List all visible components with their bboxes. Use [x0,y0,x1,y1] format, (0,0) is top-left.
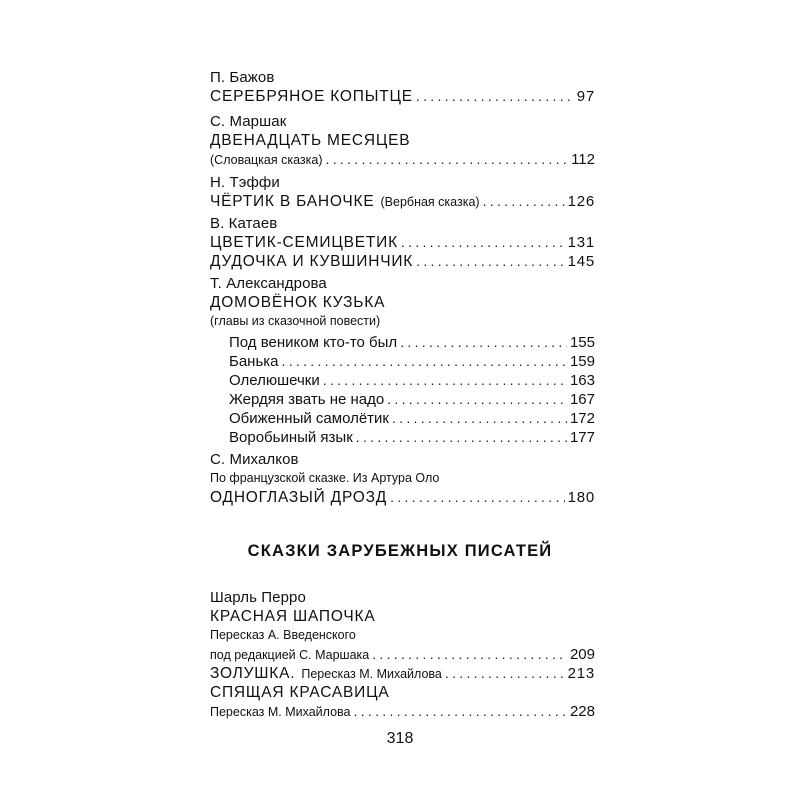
page-number: 318 [386,730,414,747]
entry-note-domovenok: (главы из сказочной повести) [210,314,381,328]
dot-leader [326,150,569,169]
toc-entry-spyashchaya-krasavitsa[interactable] [210,702,595,721]
entry-note-retelling: Пересказ А. Введенского [210,628,356,642]
chapter-title: Банька [229,353,279,370]
author-teffi: Н. Тэффи [210,174,280,191]
page-ref: 112 [571,151,595,168]
dot-leader [445,664,565,683]
toc-chapter-2[interactable] [210,352,595,371]
page-ref: 163 [569,372,595,389]
toc-chapter-4[interactable] [210,390,595,409]
page-ref: 131 [567,234,595,251]
page-ref: 159 [569,353,595,370]
entry-note: (Словацкая сказка) [210,153,323,167]
toc-entry-serebryanoe-kopyttse[interactable] [210,87,595,106]
entry-title: СЕРЕБРЯНОЕ КОПЫТЦЕ [210,88,413,105]
page-ref: 209 [569,646,595,663]
toc-entry-dvenadtsat-mesyatsev[interactable] [210,150,595,169]
entry-note-odnoglazy: По французской сказке. Из Артура Оло [210,471,440,485]
toc-entry-zolushka[interactable] [210,664,595,683]
toc-entry-krasnaya-shapochka[interactable] [210,645,595,664]
dot-leader [354,702,567,721]
author-mikhalkov: С. Михалков [210,451,299,468]
entry-title: ЧЁРТИК В БАНОЧКЕ [210,193,375,210]
dot-leader [400,333,567,352]
toc-section-russian [210,68,595,507]
chapter-title: Олелюшечки [229,372,320,389]
dot-leader [372,645,567,664]
chapter-title: Жердяя звать не надо [229,391,385,408]
dot-leader [390,488,564,507]
toc-entry-odnoglazy-drozd[interactable] [210,488,595,507]
author-kataev: В. Катаев [210,215,278,232]
toc-chapter-6[interactable] [210,428,595,447]
page-ref: 145 [567,253,595,270]
chapter-title: Под веником кто-то был [229,334,398,351]
author-marshak: С. Маршак [210,113,287,130]
entry-title-krasnaya-shapochka: КРАСНАЯ ШАПОЧКА [210,608,376,625]
page-ref: 213 [567,665,595,682]
toc-chapter-1[interactable] [210,333,595,352]
page-ref: 180 [567,489,595,506]
entry-note: Пересказ М. Михайлова [301,667,442,681]
dot-leader [387,390,567,409]
chapter-title: Обиженный самолётик [229,410,389,427]
entry-note: Пересказ М. Михайлова [210,705,351,719]
toc-entry-dudochka-i-kuvshinchik[interactable] [210,252,595,271]
author-bazhov: П. Бажов [210,69,275,86]
section-heading: СКАЗКИ ЗАРУБЕЖНЫХ ПИСАТЕЙ [247,542,553,560]
dot-leader [401,233,565,252]
entry-title: ДУДОЧКА И КУВШИНЧИК [210,253,414,270]
dot-leader [356,428,567,447]
dot-leader [416,87,574,106]
author-aleksandrova: Т. Александрова [210,275,327,292]
page-ref: 177 [569,429,595,446]
toc-section-foreign [210,588,595,721]
toc-chapter-3[interactable] [210,371,595,390]
entry-note: (Вербная сказка) [380,195,480,209]
dot-leader [483,192,565,211]
dot-leader [416,252,564,271]
entry-title-dvenadtsat-mesyatsev: ДВЕНАДЦАТЬ МЕСЯЦЕВ [210,132,411,149]
author-perrault: Шарль Перро [210,589,306,606]
toc-chapter-5[interactable] [210,409,595,428]
entry-title: ОДНОГЛАЗЫЙ ДРОЗД [210,489,388,506]
page-ref: 155 [569,334,595,351]
chapter-title: Воробьиный язык [229,429,353,446]
entry-title-domovenok-kuzka: ДОМОВЁНОК КУЗЬКА [210,294,386,311]
entry-title: ЗОЛУШКА. [210,665,296,682]
toc-entry-chertik-v-banochke[interactable] [210,192,595,211]
page-ref: 126 [567,193,595,210]
dot-leader [392,409,567,428]
toc-entry-tsvetik-semitsvetik[interactable] [210,233,595,252]
dot-leader [323,371,567,390]
page-ref: 228 [569,703,595,720]
page-ref: 97 [576,88,595,105]
entry-title: ЦВЕТИК-СЕМИЦВЕТИК [210,234,398,251]
entry-title-spyashchaya-krasavitsa: СПЯЩАЯ КРАСАВИЦА [210,684,390,701]
page-ref: 172 [569,410,595,427]
page-ref: 167 [569,391,595,408]
dot-leader [282,352,567,371]
entry-note: под редакцией С. Маршака [210,648,370,662]
